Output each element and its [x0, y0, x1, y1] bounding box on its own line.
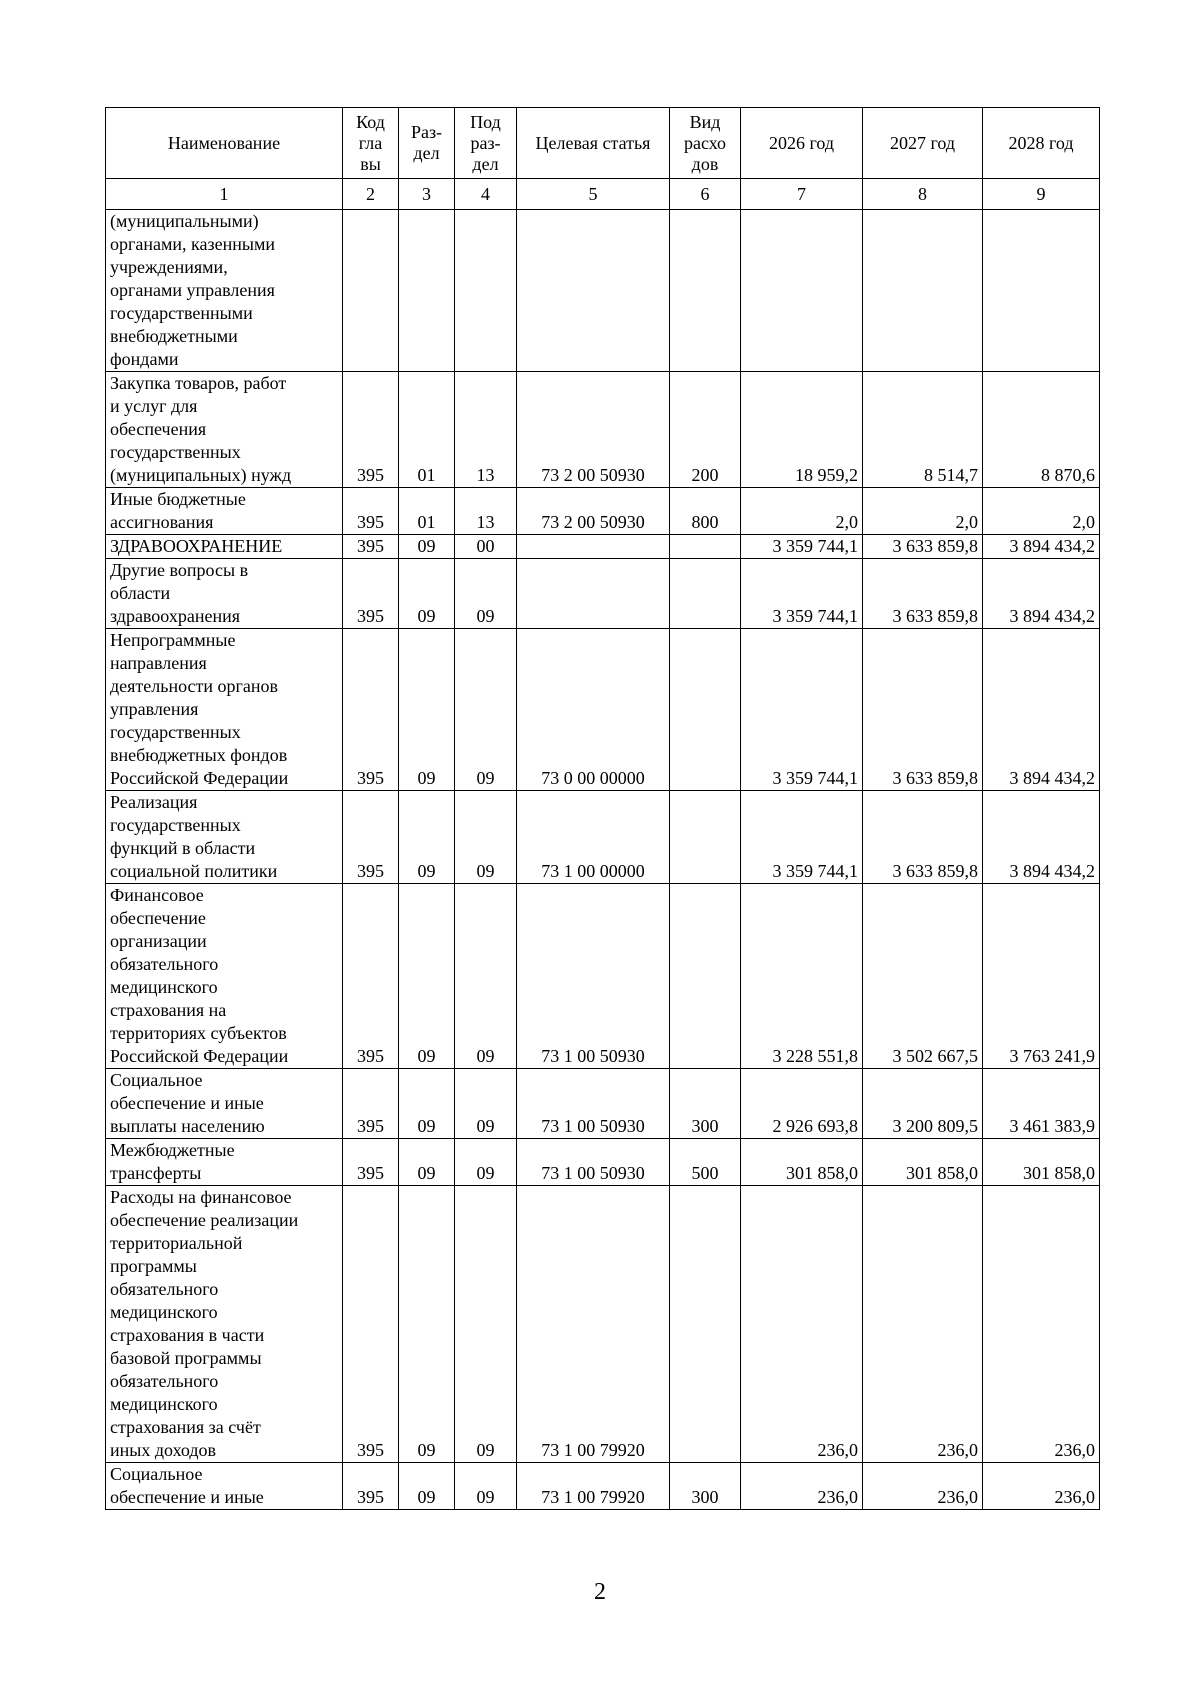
header-razdel: Раз- дел — [399, 108, 455, 179]
cell-podrazdel: 09 — [455, 629, 517, 791]
cell-razdel: 09 — [399, 1463, 455, 1510]
cell-2028: 3 894 434,2 — [983, 791, 1100, 884]
cell-razdel: 09 — [399, 884, 455, 1069]
cell-podrazdel: 09 — [455, 1463, 517, 1510]
cell-kod: 395 — [343, 535, 399, 559]
header-2028: 2028 год — [983, 108, 1100, 179]
cell-2028: 3 461 383,9 — [983, 1069, 1100, 1139]
cell-razdel — [399, 210, 455, 372]
cell-name: Закупка товаров, работ и услуг для обеспечения государственных (муниципальных) нужд — [106, 372, 343, 488]
cell-kod: 395 — [343, 1463, 399, 1510]
budget-table — [105, 107, 1100, 1510]
cell-kod: 395 — [343, 488, 399, 535]
cell-2026: 301 858,0 — [741, 1139, 863, 1186]
cell-2027: 3 633 859,8 — [863, 535, 983, 559]
col-number: 5 — [517, 179, 670, 210]
cell-2026: 3 359 744,1 — [741, 629, 863, 791]
cell-2028: 3 894 434,2 — [983, 535, 1100, 559]
cell-2027: 3 633 859,8 — [863, 559, 983, 629]
cell-vid — [670, 559, 741, 629]
cell-kod: 395 — [343, 791, 399, 884]
cell-2028: 8 870,6 — [983, 372, 1100, 488]
cell-2026: 3 359 744,1 — [741, 559, 863, 629]
cell-2027: 3 633 859,8 — [863, 791, 983, 884]
cell-kod: 395 — [343, 1139, 399, 1186]
header-vid: Вид расхо дов — [670, 108, 741, 179]
cell-cel-statya — [517, 559, 670, 629]
cell-2026: 2 926 693,8 — [741, 1069, 863, 1139]
table-row — [106, 884, 1100, 1069]
cell-podrazdel: 09 — [455, 884, 517, 1069]
cell-podrazdel: 09 — [455, 1186, 517, 1463]
cell-kod — [343, 210, 399, 372]
cell-2026: 2,0 — [741, 488, 863, 535]
cell-2027: 3 502 667,5 — [863, 884, 983, 1069]
cell-2027: 2,0 — [863, 488, 983, 535]
cell-podrazdel: 09 — [455, 791, 517, 884]
cell-vid — [670, 791, 741, 884]
cell-name: Непрограммные направления деятельности органов управления государственных внебюджетных фондов Российской Федерации — [106, 629, 343, 791]
cell-2026 — [741, 210, 863, 372]
cell-vid: 800 — [670, 488, 741, 535]
cell-podrazdel: 13 — [455, 372, 517, 488]
cell-kod: 395 — [343, 372, 399, 488]
cell-name: Финансовое обеспечение организации обязательного медицинского страхования на территориях субъектов Российской Федерации — [106, 884, 343, 1069]
cell-razdel: 09 — [399, 535, 455, 559]
table-row — [106, 372, 1100, 488]
cell-name: Межбюджетные трансферты — [106, 1139, 343, 1186]
cell-cel-statya — [517, 210, 670, 372]
col-number: 7 — [741, 179, 863, 210]
col-number: 4 — [455, 179, 517, 210]
cell-2027: 236,0 — [863, 1186, 983, 1463]
cell-vid — [670, 210, 741, 372]
cell-vid — [670, 629, 741, 791]
cell-2028: 3 894 434,2 — [983, 629, 1100, 791]
cell-cel-statya: 73 1 00 50930 — [517, 884, 670, 1069]
cell-vid: 300 — [670, 1069, 741, 1139]
cell-cel-statya — [517, 535, 670, 559]
column-number-row — [106, 179, 1100, 210]
cell-2027: 301 858,0 — [863, 1139, 983, 1186]
cell-2028: 236,0 — [983, 1186, 1100, 1463]
cell-podrazdel: 09 — [455, 1139, 517, 1186]
table-row — [106, 535, 1100, 559]
cell-podrazdel: 09 — [455, 1069, 517, 1139]
cell-razdel: 01 — [399, 488, 455, 535]
cell-2026: 236,0 — [741, 1463, 863, 1510]
cell-razdel: 09 — [399, 629, 455, 791]
cell-2027: 3 200 809,5 — [863, 1069, 983, 1139]
cell-cel-statya: 73 1 00 50930 — [517, 1139, 670, 1186]
table-row — [106, 791, 1100, 884]
table-row — [106, 1186, 1100, 1463]
cell-cel-statya: 73 1 00 50930 — [517, 1069, 670, 1139]
table-row — [106, 559, 1100, 629]
cell-razdel: 09 — [399, 1069, 455, 1139]
cell-razdel: 01 — [399, 372, 455, 488]
cell-vid — [670, 884, 741, 1069]
table-row — [106, 1069, 1100, 1139]
header-kod: Код гла вы — [343, 108, 399, 179]
cell-razdel: 09 — [399, 559, 455, 629]
cell-podrazdel: 00 — [455, 535, 517, 559]
cell-2027: 8 514,7 — [863, 372, 983, 488]
cell-2026: 3 359 744,1 — [741, 791, 863, 884]
cell-cel-statya: 73 2 00 50930 — [517, 372, 670, 488]
cell-razdel: 09 — [399, 1139, 455, 1186]
col-number: 9 — [983, 179, 1100, 210]
cell-cel-statya: 73 2 00 50930 — [517, 488, 670, 535]
cell-2028: 3 763 241,9 — [983, 884, 1100, 1069]
table-row — [106, 210, 1100, 372]
cell-name: ЗДРАВООХРАНЕНИЕ — [106, 535, 343, 559]
cell-vid — [670, 1186, 741, 1463]
cell-name: Реализация государственных функций в области социальной политики — [106, 791, 343, 884]
cell-kod: 395 — [343, 629, 399, 791]
cell-name: Социальное обеспечение и иные выплаты населению — [106, 1069, 343, 1139]
cell-podrazdel: 13 — [455, 488, 517, 535]
cell-2027: 236,0 — [863, 1463, 983, 1510]
cell-2026: 236,0 — [741, 1186, 863, 1463]
page-number: 2 — [594, 1579, 606, 1605]
cell-podrazdel: 09 — [455, 559, 517, 629]
col-number: 3 — [399, 179, 455, 210]
cell-cel-statya: 73 1 00 00000 — [517, 791, 670, 884]
cell-2028: 301 858,0 — [983, 1139, 1100, 1186]
cell-2028: 236,0 — [983, 1463, 1100, 1510]
cell-kod: 395 — [343, 884, 399, 1069]
cell-2026: 18 959,2 — [741, 372, 863, 488]
cell-2028: 2,0 — [983, 488, 1100, 535]
col-number: 8 — [863, 179, 983, 210]
cell-kod: 395 — [343, 559, 399, 629]
cell-kod: 395 — [343, 1069, 399, 1139]
cell-2026: 3 359 744,1 — [741, 535, 863, 559]
header-row — [106, 108, 1100, 179]
cell-2026: 3 228 551,8 — [741, 884, 863, 1069]
col-number: 1 — [106, 179, 343, 210]
cell-name: Социальное обеспечение и иные — [106, 1463, 343, 1510]
table-row — [106, 488, 1100, 535]
cell-name: (муниципальными) органами, казенными учреждениями, органами управления государственными внебюджетными фондами — [106, 210, 343, 372]
cell-name: Иные бюджетные ассигнования — [106, 488, 343, 535]
header-cel-statya: Целевая статья — [517, 108, 670, 179]
cell-vid — [670, 535, 741, 559]
cell-name: Другие вопросы в области здравоохранения — [106, 559, 343, 629]
table-row — [106, 1139, 1100, 1186]
header-2026: 2026 год — [741, 108, 863, 179]
cell-2028 — [983, 210, 1100, 372]
cell-name: Расходы на финансовое обеспечение реализации территориальной программы обязательного медицинского страхования в части базовой программы обязательного медицинского страхования за счёт иных доходов — [106, 1186, 343, 1463]
cell-vid: 200 — [670, 372, 741, 488]
cell-vid: 500 — [670, 1139, 741, 1186]
cell-vid: 300 — [670, 1463, 741, 1510]
table-row — [106, 629, 1100, 791]
cell-2028: 3 894 434,2 — [983, 559, 1100, 629]
cell-cel-statya: 73 1 00 79920 — [517, 1463, 670, 1510]
header-2027: 2027 год — [863, 108, 983, 179]
header-podrazdel: Под раз- дел — [455, 108, 517, 179]
cell-podrazdel — [455, 210, 517, 372]
cell-cel-statya: 73 0 00 00000 — [517, 629, 670, 791]
col-number: 2 — [343, 179, 399, 210]
cell-cel-statya: 73 1 00 79920 — [517, 1186, 670, 1463]
header-name: Наименование — [106, 108, 343, 179]
col-number: 6 — [670, 179, 741, 210]
cell-2027 — [863, 210, 983, 372]
cell-razdel: 09 — [399, 791, 455, 884]
table-row — [106, 1463, 1100, 1510]
cell-kod: 395 — [343, 1186, 399, 1463]
cell-2027: 3 633 859,8 — [863, 629, 983, 791]
table-body — [106, 210, 1100, 1510]
cell-razdel: 09 — [399, 1186, 455, 1463]
